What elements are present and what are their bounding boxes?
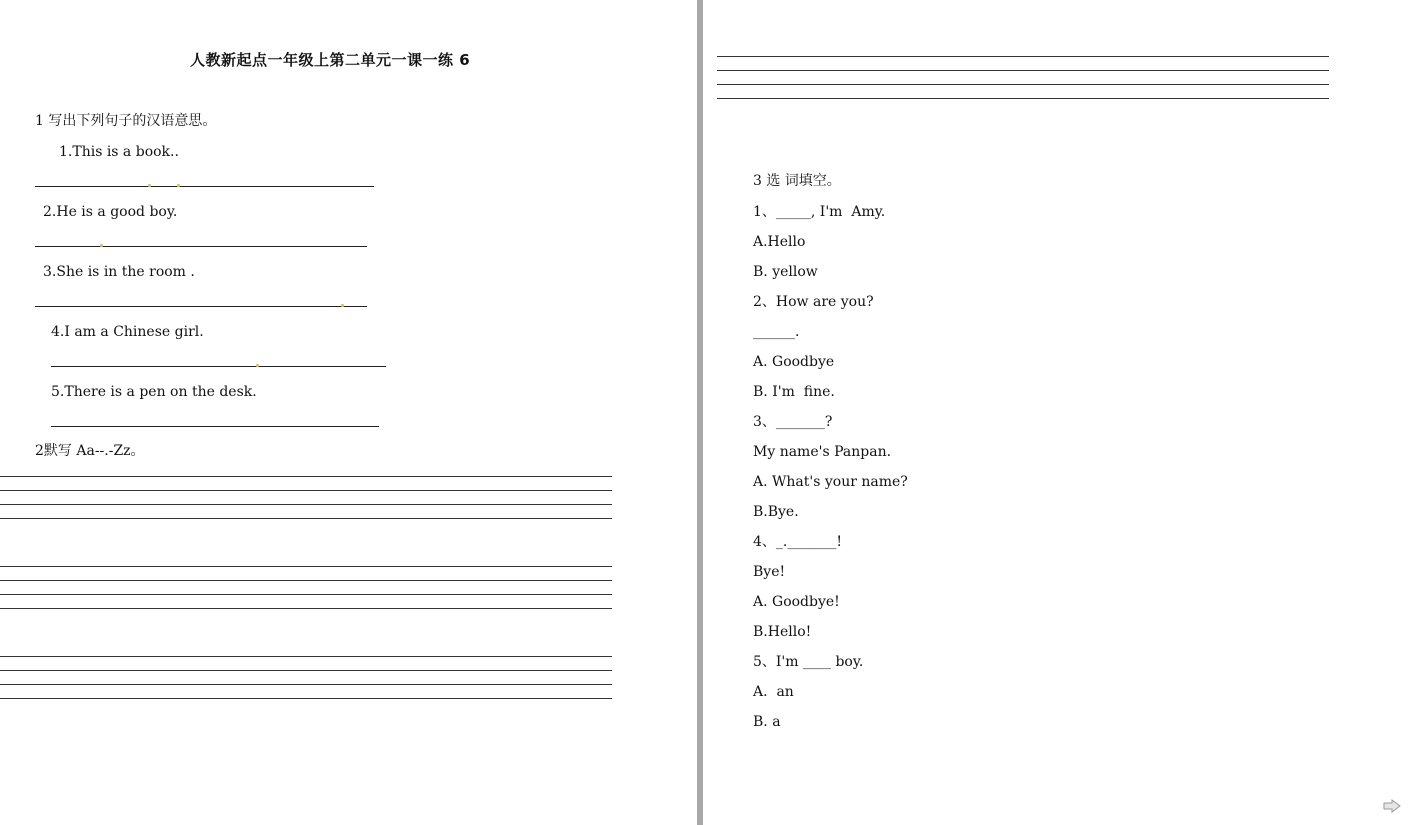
writing-rule	[717, 56, 1329, 57]
writing-rule	[0, 504, 612, 505]
section-2-heading: 2默写 Aa--.-Zz。	[35, 443, 145, 459]
writing-rule	[717, 98, 1329, 99]
question-line: 5、I'm ____ boy.	[753, 654, 864, 670]
option-line: B. yellow	[753, 264, 818, 280]
writing-rule	[0, 490, 612, 491]
writing-rule	[0, 518, 612, 519]
writing-rule	[0, 476, 612, 477]
arrow-right-icon[interactable]	[1383, 799, 1401, 813]
option-line: A.Hello	[753, 234, 806, 250]
answer-line-4	[51, 366, 386, 367]
marker-dot	[256, 364, 259, 367]
answer-line-5	[51, 426, 379, 427]
writing-rule	[717, 70, 1329, 71]
marker-dot	[177, 184, 180, 187]
option-line: A. an	[753, 684, 794, 700]
option-line: B.Bye.	[753, 504, 799, 520]
writing-rule	[0, 656, 612, 657]
question-line: 4、_._______!	[753, 534, 842, 550]
worksheet-title: 人教新起点一年级上第二单元一课一练 6	[190, 51, 471, 69]
sentence-5: 5.There is a pen on the desk.	[51, 384, 257, 400]
marker-dot	[341, 304, 344, 307]
writing-rule	[0, 566, 612, 567]
dialogue-line: Bye!	[753, 564, 786, 580]
writing-rule	[0, 670, 612, 671]
answer-line-1	[35, 186, 374, 187]
sentence-1: 1.This is a book..	[59, 144, 179, 160]
document-page-left	[0, 0, 697, 825]
document-page-right	[703, 0, 1415, 825]
question-line: 3、_______?	[753, 414, 833, 430]
marker-dot	[148, 184, 151, 187]
option-line: A. Goodbye	[753, 354, 835, 370]
question-line: 1、_____, I'm Amy.	[753, 204, 886, 220]
answer-line-2	[35, 246, 367, 247]
question-line: 2、How are you?	[753, 294, 874, 310]
writing-rule	[717, 84, 1329, 85]
writing-rule	[0, 580, 612, 581]
writing-rule	[0, 594, 612, 595]
option-line: B.Hello!	[753, 624, 812, 640]
answer-blank: ______.	[753, 324, 800, 340]
section-3-heading: 3 选 词填空。	[753, 173, 841, 189]
option-line: A. Goodbye!	[753, 594, 840, 610]
writing-rule	[0, 698, 612, 699]
section-1-heading: 1 写出下列句子的汉语意思。	[35, 113, 217, 129]
answer-line-3	[35, 306, 367, 307]
marker-dot	[100, 244, 103, 247]
sentence-2: 2.He is a good boy.	[43, 204, 178, 220]
option-line: B. a	[753, 714, 781, 730]
writing-rule	[0, 684, 612, 685]
dialogue-line: My name's Panpan.	[753, 444, 892, 460]
option-line: B. I'm fine.	[753, 384, 835, 400]
sentence-4: 4.I am a Chinese girl.	[51, 324, 204, 340]
sentence-3: 3.She is in the room .	[43, 264, 195, 280]
option-line: A. What's your name?	[753, 474, 908, 490]
writing-rule	[0, 608, 612, 609]
